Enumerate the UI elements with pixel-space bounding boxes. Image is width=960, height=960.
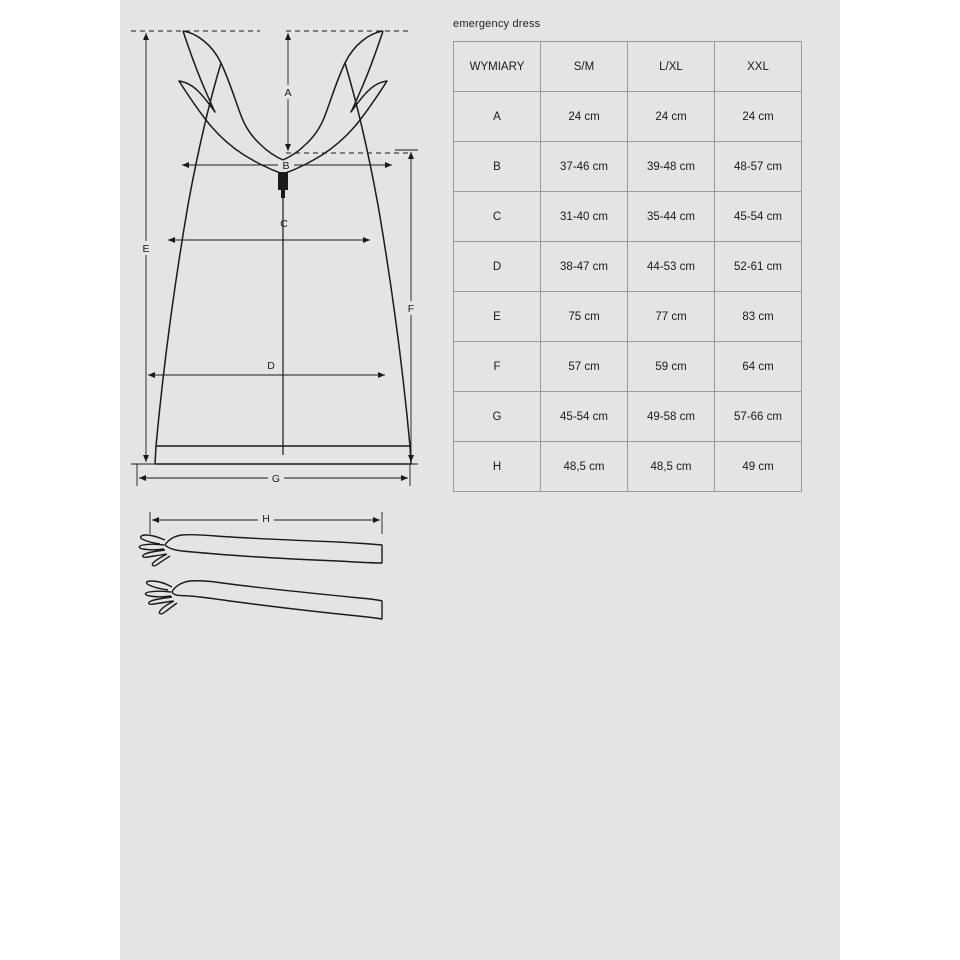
dim-label-g: G <box>271 473 281 485</box>
dress-left-neckline <box>179 31 283 174</box>
table-cell: 39-48 cm <box>628 142 715 192</box>
table-row <box>454 142 802 192</box>
table-row <box>454 242 802 292</box>
dress-left-side-seam <box>156 63 221 446</box>
dim-label-a: A <box>284 87 292 99</box>
table-cell: 49-58 cm <box>628 392 715 442</box>
table-row <box>454 92 802 142</box>
table-row-label: D <box>454 242 541 292</box>
table-row <box>454 192 802 242</box>
table-cell: 45-54 cm <box>715 192 802 242</box>
table-cell: 83 cm <box>715 292 802 342</box>
table-row-label: C <box>454 192 541 242</box>
dress-right-strap-outer <box>283 31 383 160</box>
table-cell: 24 cm <box>715 92 802 142</box>
zipper-pull <box>278 172 288 198</box>
table-cell: 37-46 cm <box>541 142 628 192</box>
dim-label-b: B <box>282 160 290 172</box>
dim-label-h: H <box>262 513 270 525</box>
dim-label-c: C <box>280 218 288 230</box>
table-cell: 64 cm <box>715 342 802 392</box>
table-row-label: B <box>454 142 541 192</box>
dress-left-strap-outer <box>183 31 283 160</box>
table-header-row <box>454 42 802 92</box>
glove-upper <box>139 535 382 566</box>
table-row-label: A <box>454 92 541 142</box>
table-cell: 24 cm <box>628 92 715 142</box>
table-cell: 45-54 cm <box>541 392 628 442</box>
table-cell: 57 cm <box>541 342 628 392</box>
table-cell: 48-57 cm <box>715 142 802 192</box>
table-cell: 24 cm <box>541 92 628 142</box>
table-cell: 57-66 cm <box>715 392 802 442</box>
garment-technical-drawing <box>120 0 460 660</box>
table-header-cell: L/XL <box>628 42 715 92</box>
table-row-label: G <box>454 392 541 442</box>
size-table <box>453 41 802 492</box>
table-cell: 75 cm <box>541 292 628 342</box>
dim-label-e: E <box>142 243 150 255</box>
dim-label-f: F <box>407 303 415 315</box>
table-header-cell: S/M <box>541 42 628 92</box>
table-cell: 59 cm <box>628 342 715 392</box>
table-header-cell: XXL <box>715 42 802 92</box>
dress-right-side-seam <box>345 63 410 446</box>
table-row <box>454 442 802 492</box>
dim-label-d: D <box>267 360 275 372</box>
table-cell: 52-61 cm <box>715 242 802 292</box>
table-cell: 48,5 cm <box>541 442 628 492</box>
table-row <box>454 342 802 392</box>
table-cell: 31-40 cm <box>541 192 628 242</box>
table-cell: 77 cm <box>628 292 715 342</box>
table-cell: 48,5 cm <box>628 442 715 492</box>
table-row-label: E <box>454 292 541 342</box>
table-row <box>454 392 802 442</box>
table-cell: 44-53 cm <box>628 242 715 292</box>
table-cell: 38-47 cm <box>541 242 628 292</box>
table-cell: 35-44 cm <box>628 192 715 242</box>
table-row <box>454 292 802 342</box>
page-title: emergency dress <box>453 18 541 30</box>
glove-lower <box>145 581 382 619</box>
size-chart-content <box>120 0 840 660</box>
table-cell: 49 cm <box>715 442 802 492</box>
table-row-label: F <box>454 342 541 392</box>
table-row-label: H <box>454 442 541 492</box>
table-header-cell: WYMIARY <box>454 42 541 92</box>
